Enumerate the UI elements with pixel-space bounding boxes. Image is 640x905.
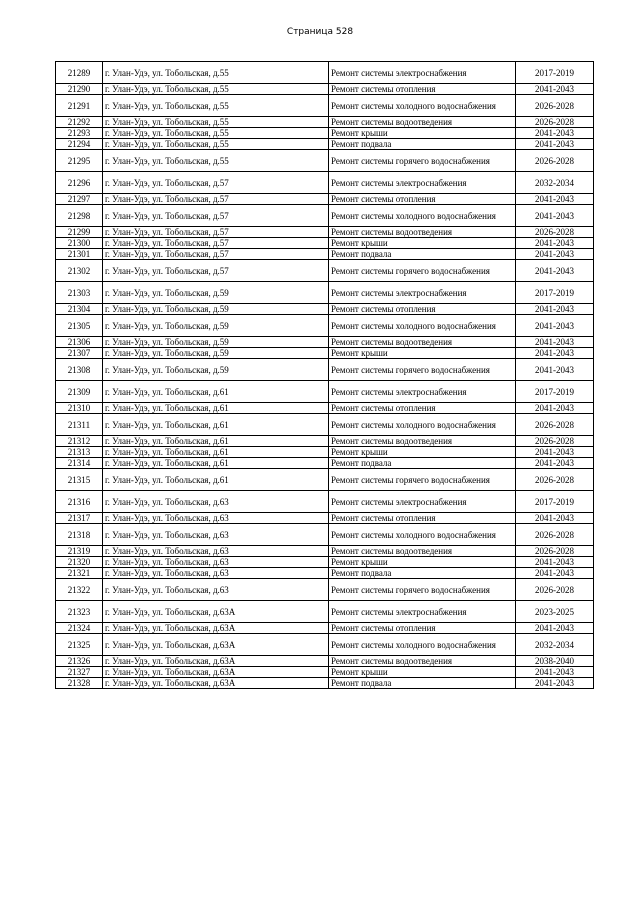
row-work-type: Ремонт подвала xyxy=(329,678,516,689)
row-work-type: Ремонт подвала xyxy=(329,139,516,150)
row-number: 21293 xyxy=(56,128,103,139)
row-number: 21301 xyxy=(56,249,103,260)
table-row xyxy=(56,667,594,678)
table-row xyxy=(56,150,594,172)
row-number: 21317 xyxy=(56,513,103,524)
row-address: г. Улан-Удэ, ул. Тобольская, д.63 xyxy=(103,579,329,601)
row-address: г. Улан-Удэ, ул. Тобольская, д.55 xyxy=(103,150,329,172)
table-row xyxy=(56,337,594,348)
table-row xyxy=(56,579,594,601)
table-row xyxy=(56,436,594,447)
row-address: г. Улан-Удэ, ул. Тобольская, д.61 xyxy=(103,469,329,491)
row-period: 2041-2043 xyxy=(516,678,594,689)
row-address: г. Улан-Удэ, ул. Тобольская, д.61 xyxy=(103,381,329,403)
row-period: 2041-2043 xyxy=(516,447,594,458)
row-address: г. Улан-Удэ, ул. Тобольская, д.55 xyxy=(103,62,329,84)
table-row xyxy=(56,381,594,403)
table-row xyxy=(56,513,594,524)
row-address: г. Улан-Удэ, ул. Тобольская, д.57 xyxy=(103,205,329,227)
row-number: 21328 xyxy=(56,678,103,689)
row-work-type: Ремонт подвала xyxy=(329,249,516,260)
row-number: 21314 xyxy=(56,458,103,469)
row-address: г. Улан-Удэ, ул. Тобольская, д.61 xyxy=(103,403,329,414)
row-work-type: Ремонт системы электроснабжения xyxy=(329,62,516,84)
row-number: 21299 xyxy=(56,227,103,238)
row-address: г. Улан-Удэ, ул. Тобольская, д.57 xyxy=(103,194,329,205)
row-address: г. Улан-Удэ, ул. Тобольская, д.55 xyxy=(103,117,329,128)
row-work-type: Ремонт системы холодного водоснабжения xyxy=(329,205,516,227)
row-number: 21298 xyxy=(56,205,103,227)
row-work-type: Ремонт системы холодного водоснабжения xyxy=(329,524,516,546)
row-address: г. Улан-Удэ, ул. Тобольская, д.63 xyxy=(103,546,329,557)
row-period: 2041-2043 xyxy=(516,260,594,282)
table-row xyxy=(56,282,594,304)
row-work-type: Ремонт системы отопления xyxy=(329,304,516,315)
row-work-type: Ремонт системы электроснабжения xyxy=(329,381,516,403)
row-work-type: Ремонт крыши xyxy=(329,667,516,678)
table-row xyxy=(56,568,594,579)
row-number: 21321 xyxy=(56,568,103,579)
row-work-type: Ремонт системы электроснабжения xyxy=(329,601,516,623)
row-work-type: Ремонт системы отопления xyxy=(329,513,516,524)
table-row xyxy=(56,194,594,205)
row-work-type: Ремонт системы холодного водоснабжения xyxy=(329,414,516,436)
table-row xyxy=(56,656,594,667)
row-number: 21327 xyxy=(56,667,103,678)
row-address: г. Улан-Удэ, ул. Тобольская, д.61 xyxy=(103,436,329,447)
table-row xyxy=(56,601,594,623)
row-period: 2026-2028 xyxy=(516,227,594,238)
row-number: 21304 xyxy=(56,304,103,315)
table-row xyxy=(56,634,594,656)
table-row xyxy=(56,139,594,150)
row-number: 21313 xyxy=(56,447,103,458)
row-number: 21318 xyxy=(56,524,103,546)
row-address: г. Улан-Удэ, ул. Тобольская, д.63А xyxy=(103,623,329,634)
table-row xyxy=(56,678,594,689)
row-address: г. Улан-Удэ, ул. Тобольская, д.63А xyxy=(103,656,329,667)
table-row xyxy=(56,623,594,634)
row-work-type: Ремонт системы отопления xyxy=(329,84,516,95)
row-number: 21294 xyxy=(56,139,103,150)
row-period: 2026-2028 xyxy=(516,150,594,172)
row-number: 21312 xyxy=(56,436,103,447)
row-address: г. Улан-Удэ, ул. Тобольская, д.63 xyxy=(103,557,329,568)
row-number: 21295 xyxy=(56,150,103,172)
table-row xyxy=(56,491,594,513)
row-number: 21309 xyxy=(56,381,103,403)
row-address: г. Улан-Удэ, ул. Тобольская, д.61 xyxy=(103,458,329,469)
table-row xyxy=(56,458,594,469)
row-work-type: Ремонт системы водоотведения xyxy=(329,436,516,447)
row-address: г. Улан-Удэ, ул. Тобольская, д.57 xyxy=(103,238,329,249)
row-period: 2026-2028 xyxy=(516,436,594,447)
row-period: 2026-2028 xyxy=(516,95,594,117)
table-row xyxy=(56,469,594,491)
row-number: 21311 xyxy=(56,414,103,436)
page-header: Страница 528 xyxy=(286,27,354,37)
row-work-type: Ремонт системы электроснабжения xyxy=(329,491,516,513)
row-work-type: Ремонт крыши xyxy=(329,238,516,249)
row-address: г. Улан-Удэ, ул. Тобольская, д.63А xyxy=(103,601,329,623)
row-work-type: Ремонт крыши xyxy=(329,557,516,568)
row-number: 21322 xyxy=(56,579,103,601)
row-work-type: Ремонт системы водоотведения xyxy=(329,117,516,128)
table-row xyxy=(56,128,594,139)
row-address: г. Улан-Удэ, ул. Тобольская, д.57 xyxy=(103,172,329,194)
row-work-type: Ремонт системы горячего водоснабжения xyxy=(329,469,516,491)
row-period: 2038-2040 xyxy=(516,656,594,667)
row-work-type: Ремонт системы водоотведения xyxy=(329,656,516,667)
row-number: 21291 xyxy=(56,95,103,117)
row-work-type: Ремонт системы отопления xyxy=(329,623,516,634)
row-period: 2041-2043 xyxy=(516,238,594,249)
table-row xyxy=(56,62,594,84)
row-period: 2041-2043 xyxy=(516,337,594,348)
row-number: 21290 xyxy=(56,84,103,95)
table-row xyxy=(56,447,594,458)
table-body xyxy=(56,62,594,689)
row-period: 2041-2043 xyxy=(516,304,594,315)
row-work-type: Ремонт системы холодного водоснабжения xyxy=(329,315,516,337)
table-row xyxy=(56,546,594,557)
row-number: 21307 xyxy=(56,348,103,359)
row-number: 21308 xyxy=(56,359,103,381)
row-period: 2017-2019 xyxy=(516,381,594,403)
row-period: 2041-2043 xyxy=(516,568,594,579)
row-address: г. Улан-Удэ, ул. Тобольская, д.59 xyxy=(103,348,329,359)
row-address: г. Улан-Удэ, ул. Тобольская, д.63А xyxy=(103,634,329,656)
row-work-type: Ремонт крыши xyxy=(329,348,516,359)
row-work-type: Ремонт системы отопления xyxy=(329,403,516,414)
row-address: г. Улан-Удэ, ул. Тобольская, д.59 xyxy=(103,337,329,348)
row-work-type: Ремонт системы холодного водоснабжения xyxy=(329,95,516,117)
table-row xyxy=(56,414,594,436)
row-address: г. Улан-Удэ, ул. Тобольская, д.55 xyxy=(103,128,329,139)
row-number: 21292 xyxy=(56,117,103,128)
row-number: 21289 xyxy=(56,62,103,84)
row-period: 2041-2043 xyxy=(516,315,594,337)
row-period: 2032-2034 xyxy=(516,172,594,194)
row-work-type: Ремонт системы водоотведения xyxy=(329,227,516,238)
row-work-type: Ремонт системы водоотведения xyxy=(329,337,516,348)
table-row xyxy=(56,172,594,194)
row-period: 2041-2043 xyxy=(516,84,594,95)
row-number: 21325 xyxy=(56,634,103,656)
row-address: г. Улан-Удэ, ул. Тобольская, д.63 xyxy=(103,568,329,579)
row-period: 2041-2043 xyxy=(516,557,594,568)
row-work-type: Ремонт системы электроснабжения xyxy=(329,172,516,194)
table-row xyxy=(56,304,594,315)
row-period: 2041-2043 xyxy=(516,623,594,634)
row-number: 21310 xyxy=(56,403,103,414)
row-number: 21319 xyxy=(56,546,103,557)
row-work-type: Ремонт системы водоотведения xyxy=(329,546,516,557)
row-address: г. Улан-Удэ, ул. Тобольская, д.59 xyxy=(103,304,329,315)
row-address: г. Улан-Удэ, ул. Тобольская, д.59 xyxy=(103,359,329,381)
row-period: 2032-2034 xyxy=(516,634,594,656)
row-address: г. Улан-Удэ, ул. Тобольская, д.63А xyxy=(103,678,329,689)
row-work-type: Ремонт системы холодного водоснабжения xyxy=(329,634,516,656)
row-period: 2041-2043 xyxy=(516,139,594,150)
row-work-type: Ремонт системы горячего водоснабжения xyxy=(329,150,516,172)
row-period: 2026-2028 xyxy=(516,579,594,601)
row-period: 2041-2043 xyxy=(516,359,594,381)
row-address: г. Улан-Удэ, ул. Тобольская, д.57 xyxy=(103,260,329,282)
row-address: г. Улан-Удэ, ул. Тобольская, д.55 xyxy=(103,84,329,95)
row-period: 2041-2043 xyxy=(516,403,594,414)
row-work-type: Ремонт крыши xyxy=(329,447,516,458)
row-number: 21306 xyxy=(56,337,103,348)
table-row xyxy=(56,117,594,128)
row-period: 2026-2028 xyxy=(516,524,594,546)
row-period: 2041-2043 xyxy=(516,128,594,139)
row-number: 21303 xyxy=(56,282,103,304)
table-row xyxy=(56,348,594,359)
table-row xyxy=(56,249,594,260)
repair-schedule-table xyxy=(55,61,594,689)
row-period: 2026-2028 xyxy=(516,546,594,557)
row-period: 2026-2028 xyxy=(516,469,594,491)
table-row xyxy=(56,227,594,238)
table-row xyxy=(56,359,594,381)
table-row xyxy=(56,238,594,249)
row-period: 2041-2043 xyxy=(516,458,594,469)
table-row xyxy=(56,315,594,337)
row-number: 21300 xyxy=(56,238,103,249)
row-period: 2017-2019 xyxy=(516,491,594,513)
row-period: 2041-2043 xyxy=(516,249,594,260)
row-period: 2041-2043 xyxy=(516,348,594,359)
row-period: 2017-2019 xyxy=(516,282,594,304)
row-address: г. Улан-Удэ, ул. Тобольская, д.63 xyxy=(103,491,329,513)
row-number: 21296 xyxy=(56,172,103,194)
row-period: 2023-2025 xyxy=(516,601,594,623)
table-row xyxy=(56,524,594,546)
row-period: 2041-2043 xyxy=(516,205,594,227)
table-row xyxy=(56,205,594,227)
table-row xyxy=(56,95,594,117)
row-address: г. Улан-Удэ, ул. Тобольская, д.55 xyxy=(103,95,329,117)
row-period: 2017-2019 xyxy=(516,62,594,84)
row-period: 2041-2043 xyxy=(516,667,594,678)
row-period: 2026-2028 xyxy=(516,117,594,128)
row-number: 21316 xyxy=(56,491,103,513)
row-number: 21302 xyxy=(56,260,103,282)
row-work-type: Ремонт подвала xyxy=(329,458,516,469)
row-address: г. Улан-Удэ, ул. Тобольская, д.57 xyxy=(103,249,329,260)
row-work-type: Ремонт крыши xyxy=(329,128,516,139)
row-address: г. Улан-Удэ, ул. Тобольская, д.55 xyxy=(103,139,329,150)
row-work-type: Ремонт системы горячего водоснабжения xyxy=(329,579,516,601)
row-period: 2041-2043 xyxy=(516,513,594,524)
row-number: 21297 xyxy=(56,194,103,205)
row-work-type: Ремонт системы горячего водоснабжения xyxy=(329,359,516,381)
row-address: г. Улан-Удэ, ул. Тобольская, д.61 xyxy=(103,414,329,436)
row-number: 21326 xyxy=(56,656,103,667)
row-number: 21323 xyxy=(56,601,103,623)
row-number: 21315 xyxy=(56,469,103,491)
row-work-type: Ремонт подвала xyxy=(329,568,516,579)
row-number: 21324 xyxy=(56,623,103,634)
row-period: 2041-2043 xyxy=(516,194,594,205)
table-row xyxy=(56,403,594,414)
table-row xyxy=(56,557,594,568)
row-address: г. Улан-Удэ, ул. Тобольская, д.59 xyxy=(103,282,329,304)
row-address: г. Улан-Удэ, ул. Тобольская, д.59 xyxy=(103,315,329,337)
table-row xyxy=(56,84,594,95)
row-work-type: Ремонт системы отопления xyxy=(329,194,516,205)
row-number: 21320 xyxy=(56,557,103,568)
row-period: 2026-2028 xyxy=(516,414,594,436)
row-work-type: Ремонт системы горячего водоснабжения xyxy=(329,260,516,282)
row-address: г. Улан-Удэ, ул. Тобольская, д.61 xyxy=(103,447,329,458)
row-address: г. Улан-Удэ, ул. Тобольская, д.63А xyxy=(103,667,329,678)
row-address: г. Улан-Удэ, ул. Тобольская, д.63 xyxy=(103,524,329,546)
table-row xyxy=(56,260,594,282)
row-address: г. Улан-Удэ, ул. Тобольская, д.63 xyxy=(103,513,329,524)
row-number: 21305 xyxy=(56,315,103,337)
row-work-type: Ремонт системы электроснабжения xyxy=(329,282,516,304)
row-address: г. Улан-Удэ, ул. Тобольская, д.57 xyxy=(103,227,329,238)
